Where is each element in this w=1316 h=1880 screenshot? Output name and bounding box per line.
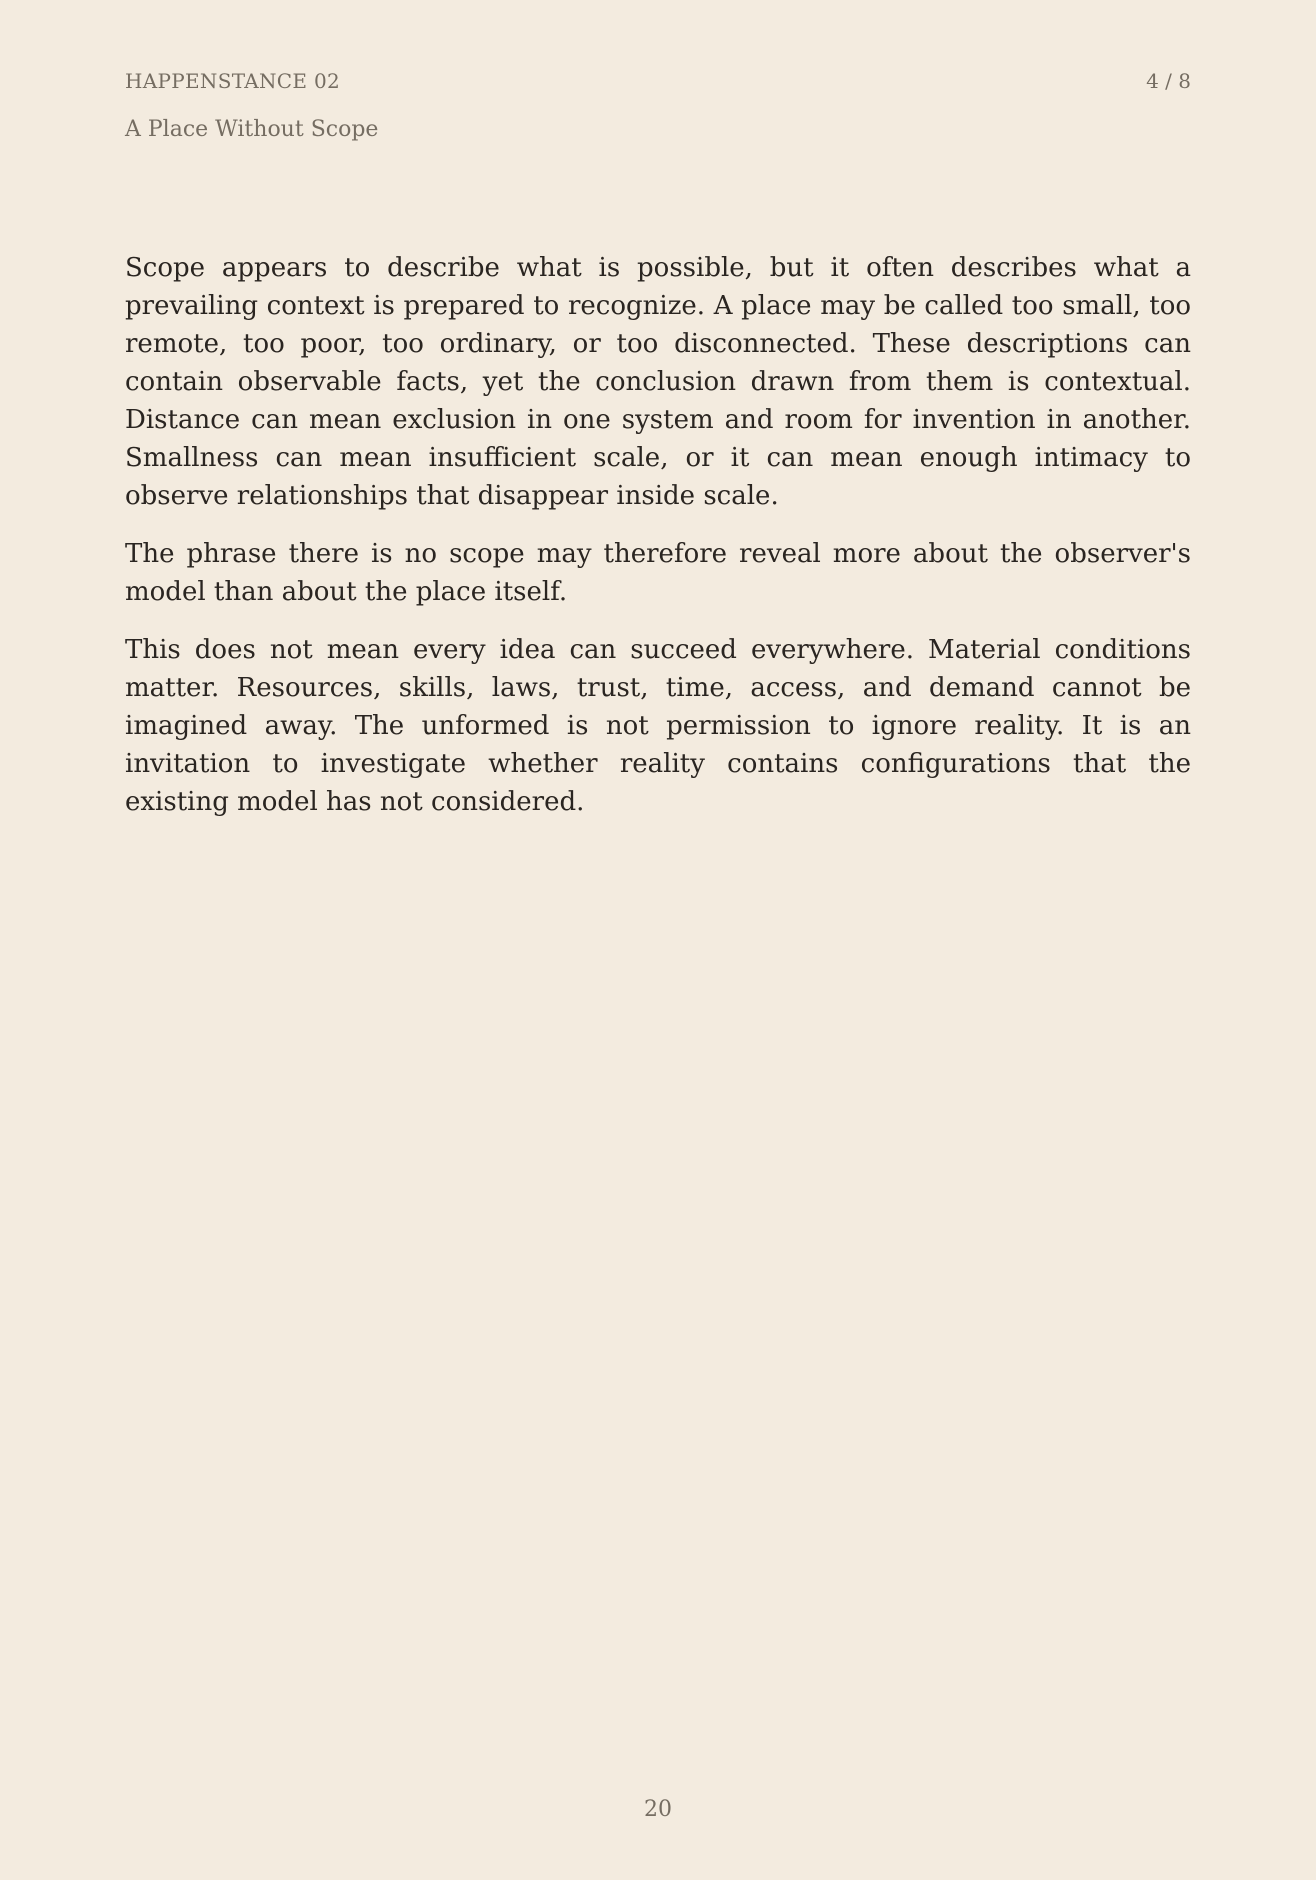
page-number: 20 (644, 1797, 672, 1822)
paragraph: Scope appears to describe what is possible, but it often describes what a prevailing context is prepared to recognize. A place may be called too small, too remote, too poor, too ordinary, or too disconnected. These descriptions can contain observable facts, yet the conclusion drawn from them is contextual. Distance can mean exclusion in one system and room for invention in another. Smallness can mean insufficient scale, or it can mean enough intimacy to observe relationships that disappear inside scale. (125, 253, 1191, 511)
series-title: HAPPENSTANCE 02 (125, 69, 340, 93)
paragraph: This does not mean every idea can succeed everywhere. Material conditions matter. Resources, skills, laws, trust, time, access, and demand cannot be imagined away. The unformed is not permission to ignore reality. It is an invitation to investigate whether reality contains configurations that the existing model has not considered. (125, 635, 1191, 817)
paragraph: The phrase there is no scope may therefore reveal more about the observer's model than about the place itself. (125, 539, 1191, 607)
body-text (125, 249, 1191, 841)
page-indicator: 4 / 8 (1146, 69, 1191, 93)
chapter-subtitle: A Place Without Scope (125, 117, 379, 142)
